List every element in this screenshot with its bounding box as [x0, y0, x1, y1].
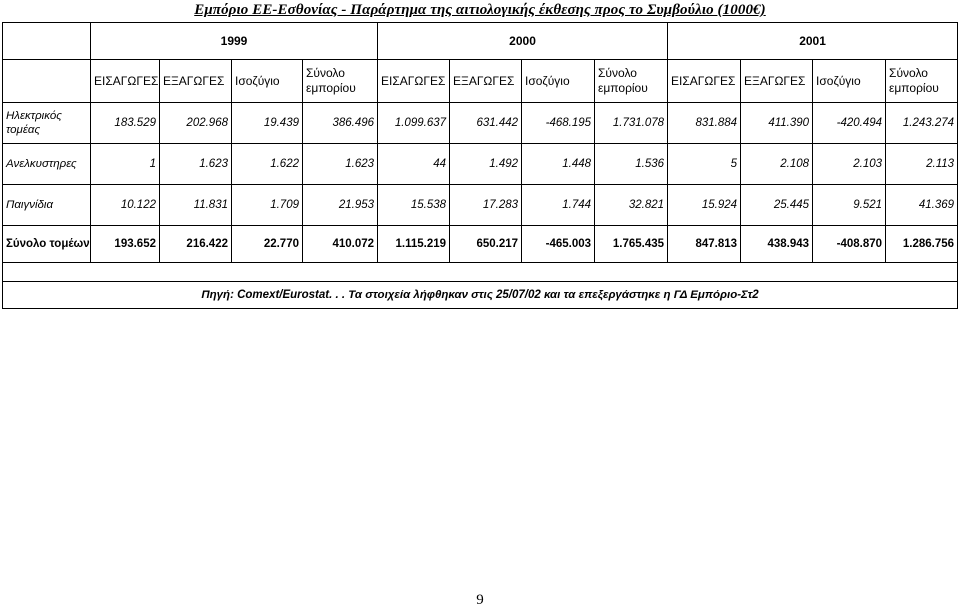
page-number: 9	[476, 592, 484, 608]
table-row	[3, 185, 958, 226]
total-cell: 1.115.219	[378, 226, 450, 263]
table-cell: 5	[668, 144, 741, 185]
table-row	[3, 144, 958, 185]
header-exports: ΕΞΑΓΩΓΕΣ	[160, 60, 232, 103]
table-cell: 10.122	[91, 185, 160, 226]
table-cell: 1.099.637	[378, 103, 450, 144]
total-cell: 410.072	[303, 226, 378, 263]
table-cell: 44	[378, 144, 450, 185]
spacer-cell	[3, 263, 958, 282]
table-cell: 15.924	[668, 185, 741, 226]
column-headers-row	[3, 60, 958, 103]
header-balance: Ισοζύγιο	[522, 60, 595, 103]
table-cell: 1.536	[595, 144, 668, 185]
header-total-trade: Σύνολο εμπορίου	[595, 60, 668, 103]
table-cell: 2.103	[813, 144, 886, 185]
table-cell: 21.953	[303, 185, 378, 226]
total-cell: -465.003	[522, 226, 595, 263]
table-cell: 15.538	[378, 185, 450, 226]
source-row	[3, 282, 958, 309]
total-cell: 847.813	[668, 226, 741, 263]
total-label: Σύνολο τομέων	[3, 226, 91, 263]
total-cell: 1.765.435	[595, 226, 668, 263]
year-2000: 2000	[378, 23, 668, 60]
total-cell: 22.770	[232, 226, 303, 263]
total-cell: -408.870	[813, 226, 886, 263]
header-total-trade: Σύνολο εμπορίου	[886, 60, 958, 103]
years-row	[3, 23, 958, 60]
header-imports: ΕΙΣΑΓΩΓΕΣ	[378, 60, 450, 103]
spacer-row	[3, 263, 958, 282]
table-cell: 41.369	[886, 185, 958, 226]
header-imports: ΕΙΣΑΓΩΓΕΣ	[668, 60, 741, 103]
header-exports: ΕΞΑΓΩΓΕΣ	[741, 60, 813, 103]
total-cell: 193.652	[91, 226, 160, 263]
empty-corner-cell	[3, 23, 91, 60]
table-cell: 25.445	[741, 185, 813, 226]
table-cell: 831.884	[668, 103, 741, 144]
table-cell: 2.108	[741, 144, 813, 185]
table-cell: 32.821	[595, 185, 668, 226]
row-label: Ανελκυστηρες	[3, 144, 91, 185]
table-cell: 183.529	[91, 103, 160, 144]
row-label: Ηλεκτρικός τομέας	[3, 103, 91, 144]
table-cell: 19.439	[232, 103, 303, 144]
total-cell: 216.422	[160, 226, 232, 263]
total-cell: 1.286.756	[886, 226, 958, 263]
total-row	[3, 226, 958, 263]
year-1999: 1999	[91, 23, 378, 60]
table-cell: -420.494	[813, 103, 886, 144]
row-label: Παιγνίδια	[3, 185, 91, 226]
header-balance: Ισοζύγιο	[232, 60, 303, 103]
table-cell: 17.283	[450, 185, 522, 226]
table-row	[3, 103, 958, 144]
table-cell: 1.243.274	[886, 103, 958, 144]
document-title: Εμπόριο ΕΕ-Εσθονίας - Παράρτημα της αιτιολογικής έκθεσης προς το Συμβούλιο (1000€)	[194, 2, 766, 18]
table-cell: 1.744	[522, 185, 595, 226]
table-cell: 1.448	[522, 144, 595, 185]
header-imports: ΕΙΣΑΓΩΓΕΣ	[91, 60, 160, 103]
table-cell: 202.968	[160, 103, 232, 144]
table-cell: -468.195	[522, 103, 595, 144]
header-total-trade: Σύνολο εμπορίου	[303, 60, 378, 103]
table-cell: 1.492	[450, 144, 522, 185]
table-cell: 411.390	[741, 103, 813, 144]
year-2001: 2001	[668, 23, 958, 60]
source-note: Πηγή: Comext/Eurostat. . . Τα στοιχεία λήφθηκαν στις 25/07/02 και τα επεξεργάστηκε η ΓΔ Εμπόριο-Στ2	[3, 282, 958, 309]
table-cell: 2.113	[886, 144, 958, 185]
table-cell: 1.731.078	[595, 103, 668, 144]
table-cell: 1.623	[160, 144, 232, 185]
table-cell: 1	[91, 144, 160, 185]
header-exports: ΕΞΑΓΩΓΕΣ	[450, 60, 522, 103]
table-cell: 1.709	[232, 185, 303, 226]
table-cell: 386.496	[303, 103, 378, 144]
table-cell: 11.831	[160, 185, 232, 226]
total-cell: 438.943	[741, 226, 813, 263]
table-cell: 1.622	[232, 144, 303, 185]
table-cell: 9.521	[813, 185, 886, 226]
header-balance: Ισοζύγιο	[813, 60, 886, 103]
table-cell: 1.623	[303, 144, 378, 185]
total-cell: 650.217	[450, 226, 522, 263]
empty-header-cell	[3, 60, 91, 103]
table-cell: 631.442	[450, 103, 522, 144]
trade-table	[2, 22, 958, 309]
